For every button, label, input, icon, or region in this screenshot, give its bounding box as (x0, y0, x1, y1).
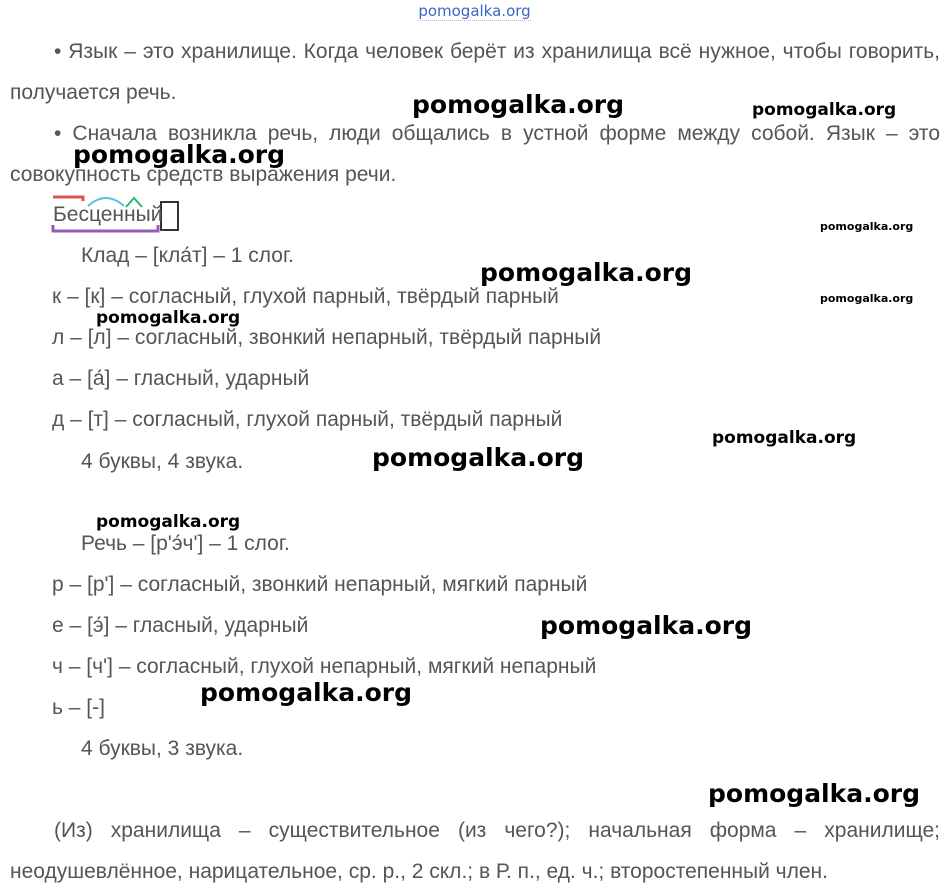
analysis-paragraph-text: (Из) хранилища – существительное (из чего?); начальная форма – хранилище; неодушевлённое, нарицательное, ср. р., 2 скл.; в Р. п., ед. ч.; второстепенный член. (10, 819, 940, 883)
morpheme-parse (50, 190, 190, 238)
rech-sound-2: е – [э́] – гласный, ударный (52, 614, 309, 637)
intro-paragraph-1-text: • Язык – это хранилище. Когда человек берёт из хранилища всё нужное, чтобы говорить, получается речь. (10, 40, 940, 104)
klad-sound-3: а – [а́] – гласный, ударный (52, 367, 310, 390)
watermark: pomogalka.org (96, 512, 241, 532)
watermark: pomogalka.org (372, 443, 585, 472)
analysis-paragraph (10, 810, 940, 892)
watermark: pomogalka.org (200, 678, 413, 707)
watermark: pomogalka.org (412, 90, 625, 119)
watermark: pomogalka.org (708, 779, 921, 808)
ending-box (161, 202, 178, 230)
klad-sound-2: л – [л] – согласный, звонкий непарный, твёрдый парный (52, 326, 602, 349)
watermark: pomogalka.org (73, 140, 286, 169)
watermark: pomogalka.org (96, 308, 241, 328)
rech-heading: Речь – [р'э́ч'] – 1 слог. (81, 532, 290, 555)
parsed-word: Бесценный (53, 203, 163, 226)
watermark: pomogalka.org (540, 611, 753, 640)
intro-paragraph-2-text: • Сначала возникла речь, люди общались в устной форме между собой. Язык – это совокупность средств выражения речи. (10, 122, 940, 186)
prefix-mark (53, 197, 83, 201)
watermark: pomogalka.org (480, 258, 693, 287)
klad-sound-4: д – [т] – согласный, глухой парный, твёрдый парный (52, 408, 563, 431)
site-header-link[interactable]: pomogalka.org (418, 2, 531, 20)
klad-summary: 4 буквы, 4 звука. (81, 450, 244, 473)
rech-summary: 4 буквы, 3 звука. (81, 737, 244, 760)
site-header[interactable] (0, 2, 949, 20)
watermark: pomogalka.org (752, 100, 897, 120)
watermark: pomogalka.org (820, 292, 914, 305)
rech-sound-4: ь – [-] (52, 696, 105, 719)
watermark: pomogalka.org (820, 220, 914, 233)
klad-sound-1: к – [к] – согласный, глухой парный, твёрдый парный (52, 285, 559, 308)
klad-heading: Клад – [кла́т] – 1 слог. (81, 244, 294, 267)
rech-sound-1: р – [р'] – согласный, звонкий непарный, мягкий парный (52, 573, 588, 596)
rech-sound-3: ч – [ч'] – согласный, глухой непарный, мягкий непарный (52, 655, 597, 678)
watermark: pomogalka.org (712, 428, 857, 448)
